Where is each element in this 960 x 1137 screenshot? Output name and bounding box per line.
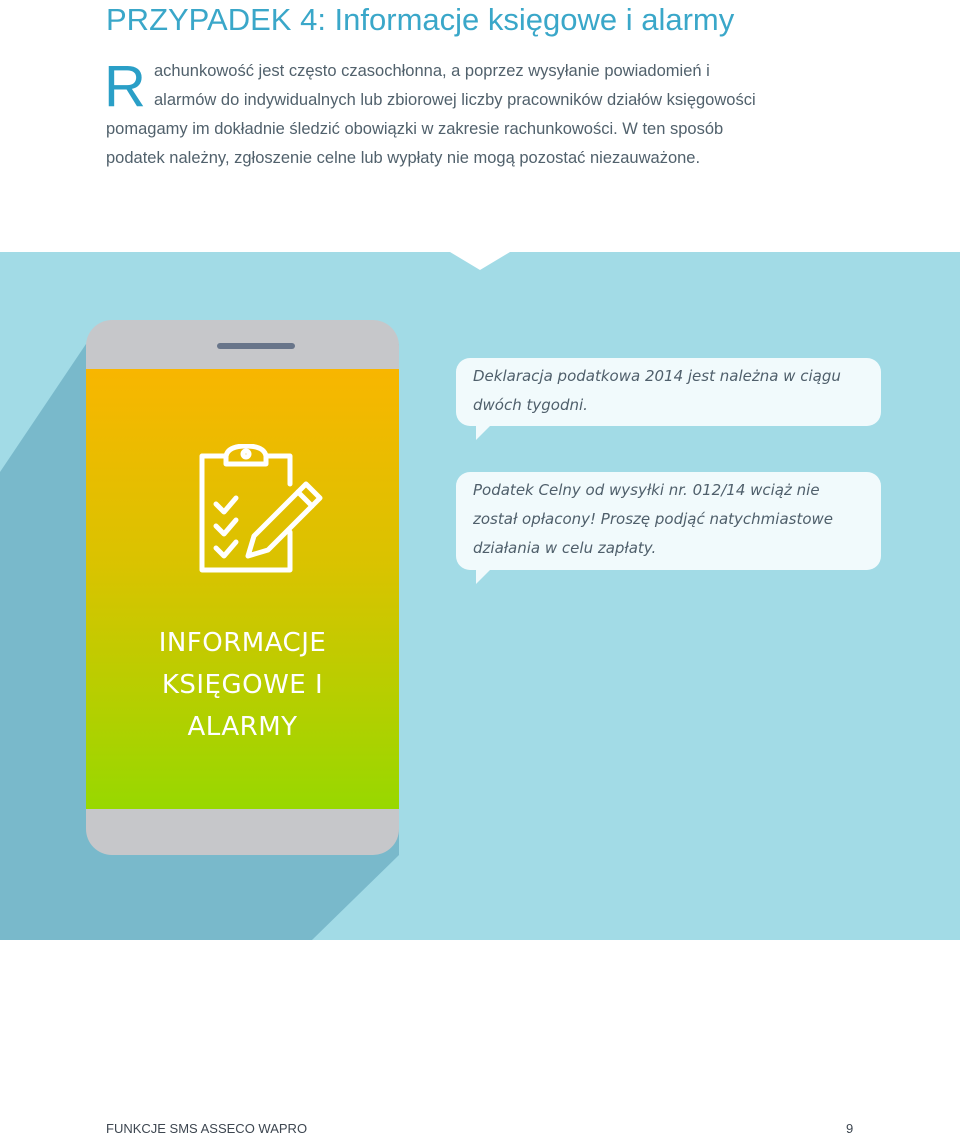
message-line: dwóch tygodni. xyxy=(473,396,588,414)
intro-paragraph xyxy=(104,54,866,197)
intro-line: achunkowość jest często czasochłonna, a poprzez wysyłanie powiadomień i xyxy=(154,62,710,80)
illustration-band xyxy=(0,252,960,940)
drop-cap: R xyxy=(104,54,146,119)
phone-speaker xyxy=(217,343,295,349)
message-bubble-tax-declaration xyxy=(456,358,881,426)
screen-title xyxy=(86,622,399,748)
screen-title-line: INFORMACJE xyxy=(158,628,327,658)
message-line: Deklaracja podatkowa 2014 jest należna w ciągu xyxy=(473,367,841,385)
intro-line: podatek należny, zgłoszenie celne lub wypłaty nie mogą pozostać niezauważone. xyxy=(106,149,701,167)
clipboard-checklist-pencil-icon xyxy=(198,444,328,574)
intro-line: pomagamy im dokładnie śledzić obowiązki w zakresie rachunkowości. W ten sposób xyxy=(106,120,724,138)
phone-illustration xyxy=(86,320,399,855)
band-notch xyxy=(450,252,510,270)
message-line: działania w celu zapłaty. xyxy=(473,539,657,557)
page-number: 9 xyxy=(846,1121,854,1136)
intro-line: alarmów do indywidualnych lub zbiorowej liczby pracowników działów księgowości xyxy=(154,91,756,109)
page-title: PRZYPADEK 4: Informacje księgowe i alarmy xyxy=(106,2,735,37)
message-line: został opłacony! Proszę podjąć natychmiastowe xyxy=(473,510,834,528)
screen-title-line: ALARMY xyxy=(187,712,298,742)
phone-screen xyxy=(86,369,399,809)
screen-title-line: KSIĘGOWE I xyxy=(161,670,324,700)
intro-text xyxy=(104,54,866,173)
message-bubble-customs-duty xyxy=(456,472,881,570)
footer-title: FUNKCJE SMS ASSECO WAPRO xyxy=(106,1121,308,1136)
message-line: Podatek Celny od wysyłki nr. 012/14 wciąż nie xyxy=(473,481,820,499)
